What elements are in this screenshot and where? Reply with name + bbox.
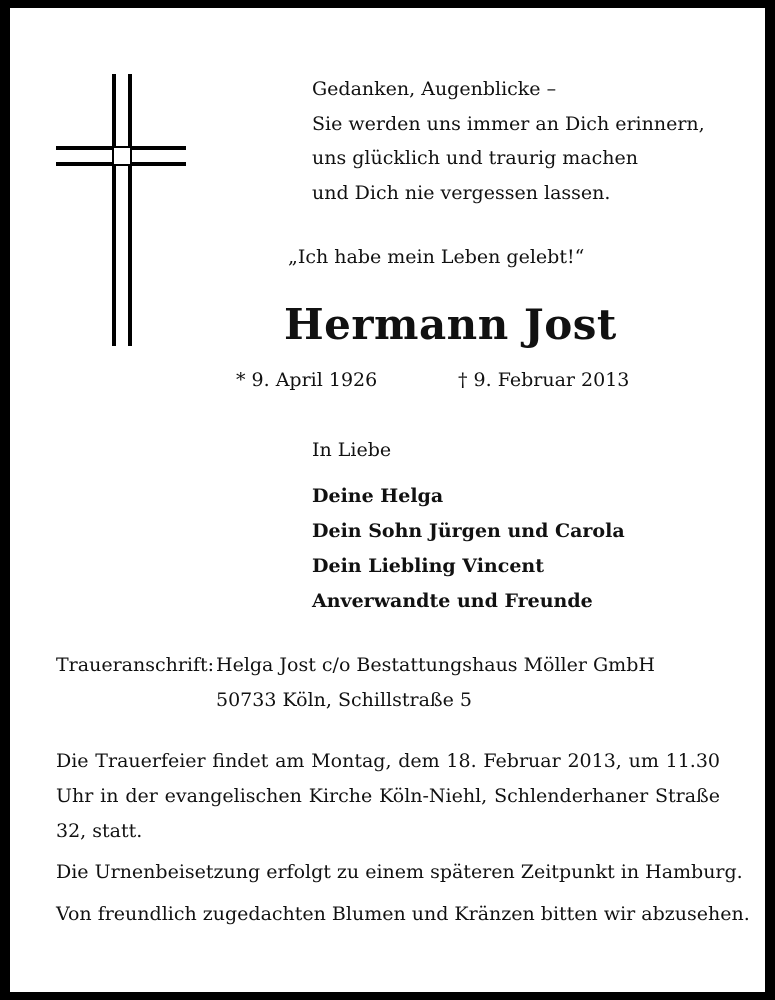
address-line-1: Helga Jost c/o Bestattungshaus Möller GmbH (216, 654, 655, 676)
poem-line: Sie werden uns immer an Dich erinnern, (312, 112, 705, 135)
address-label: Traueranschrift: (56, 654, 215, 676)
address-line-2: 50733 Köln, Schillstraße 5 (216, 689, 472, 711)
quote: „Ich habe mein Leben gelebt!“ (288, 246, 585, 268)
flowers-paragraph: Von freundlich zugedachten Blumen und Kränzen bitten wir abzusehen. (56, 903, 750, 925)
poem (312, 72, 705, 210)
cross-icon (56, 74, 188, 346)
poem-line: uns glücklich und traurig machen (312, 147, 638, 169)
service-paragraph: Die Trauerfeier findet am Montag, dem 18. Februar 2013, um 11.30 Uhr in der evangelischen Kirche Köln-Niehl, Schlenderhaner Straße 32, statt. (56, 750, 720, 842)
mourner-name: Deine Helga (312, 485, 444, 507)
mourner-name: Dein Sohn Jürgen und Carola (312, 520, 625, 542)
birth-date: * 9. April 1926 (236, 369, 378, 391)
mourner-name: Dein Liebling Vincent (312, 555, 544, 577)
death-date: † 9. Februar 2013 (458, 369, 630, 391)
mourners-intro: In Liebe (312, 439, 392, 461)
poem-line: Gedanken, Augenblicke – (312, 78, 557, 100)
burial-paragraph: Die Urnenbeisetzung erfolgt zu einem späteren Zeitpunkt in Hamburg. (56, 861, 743, 883)
mourners-list (312, 479, 625, 619)
poem-line: und Dich nie vergessen lassen. (312, 181, 611, 204)
mourner-name: Anverwandte und Freunde (312, 590, 593, 612)
deceased-name: Hermann Jost (284, 300, 617, 349)
